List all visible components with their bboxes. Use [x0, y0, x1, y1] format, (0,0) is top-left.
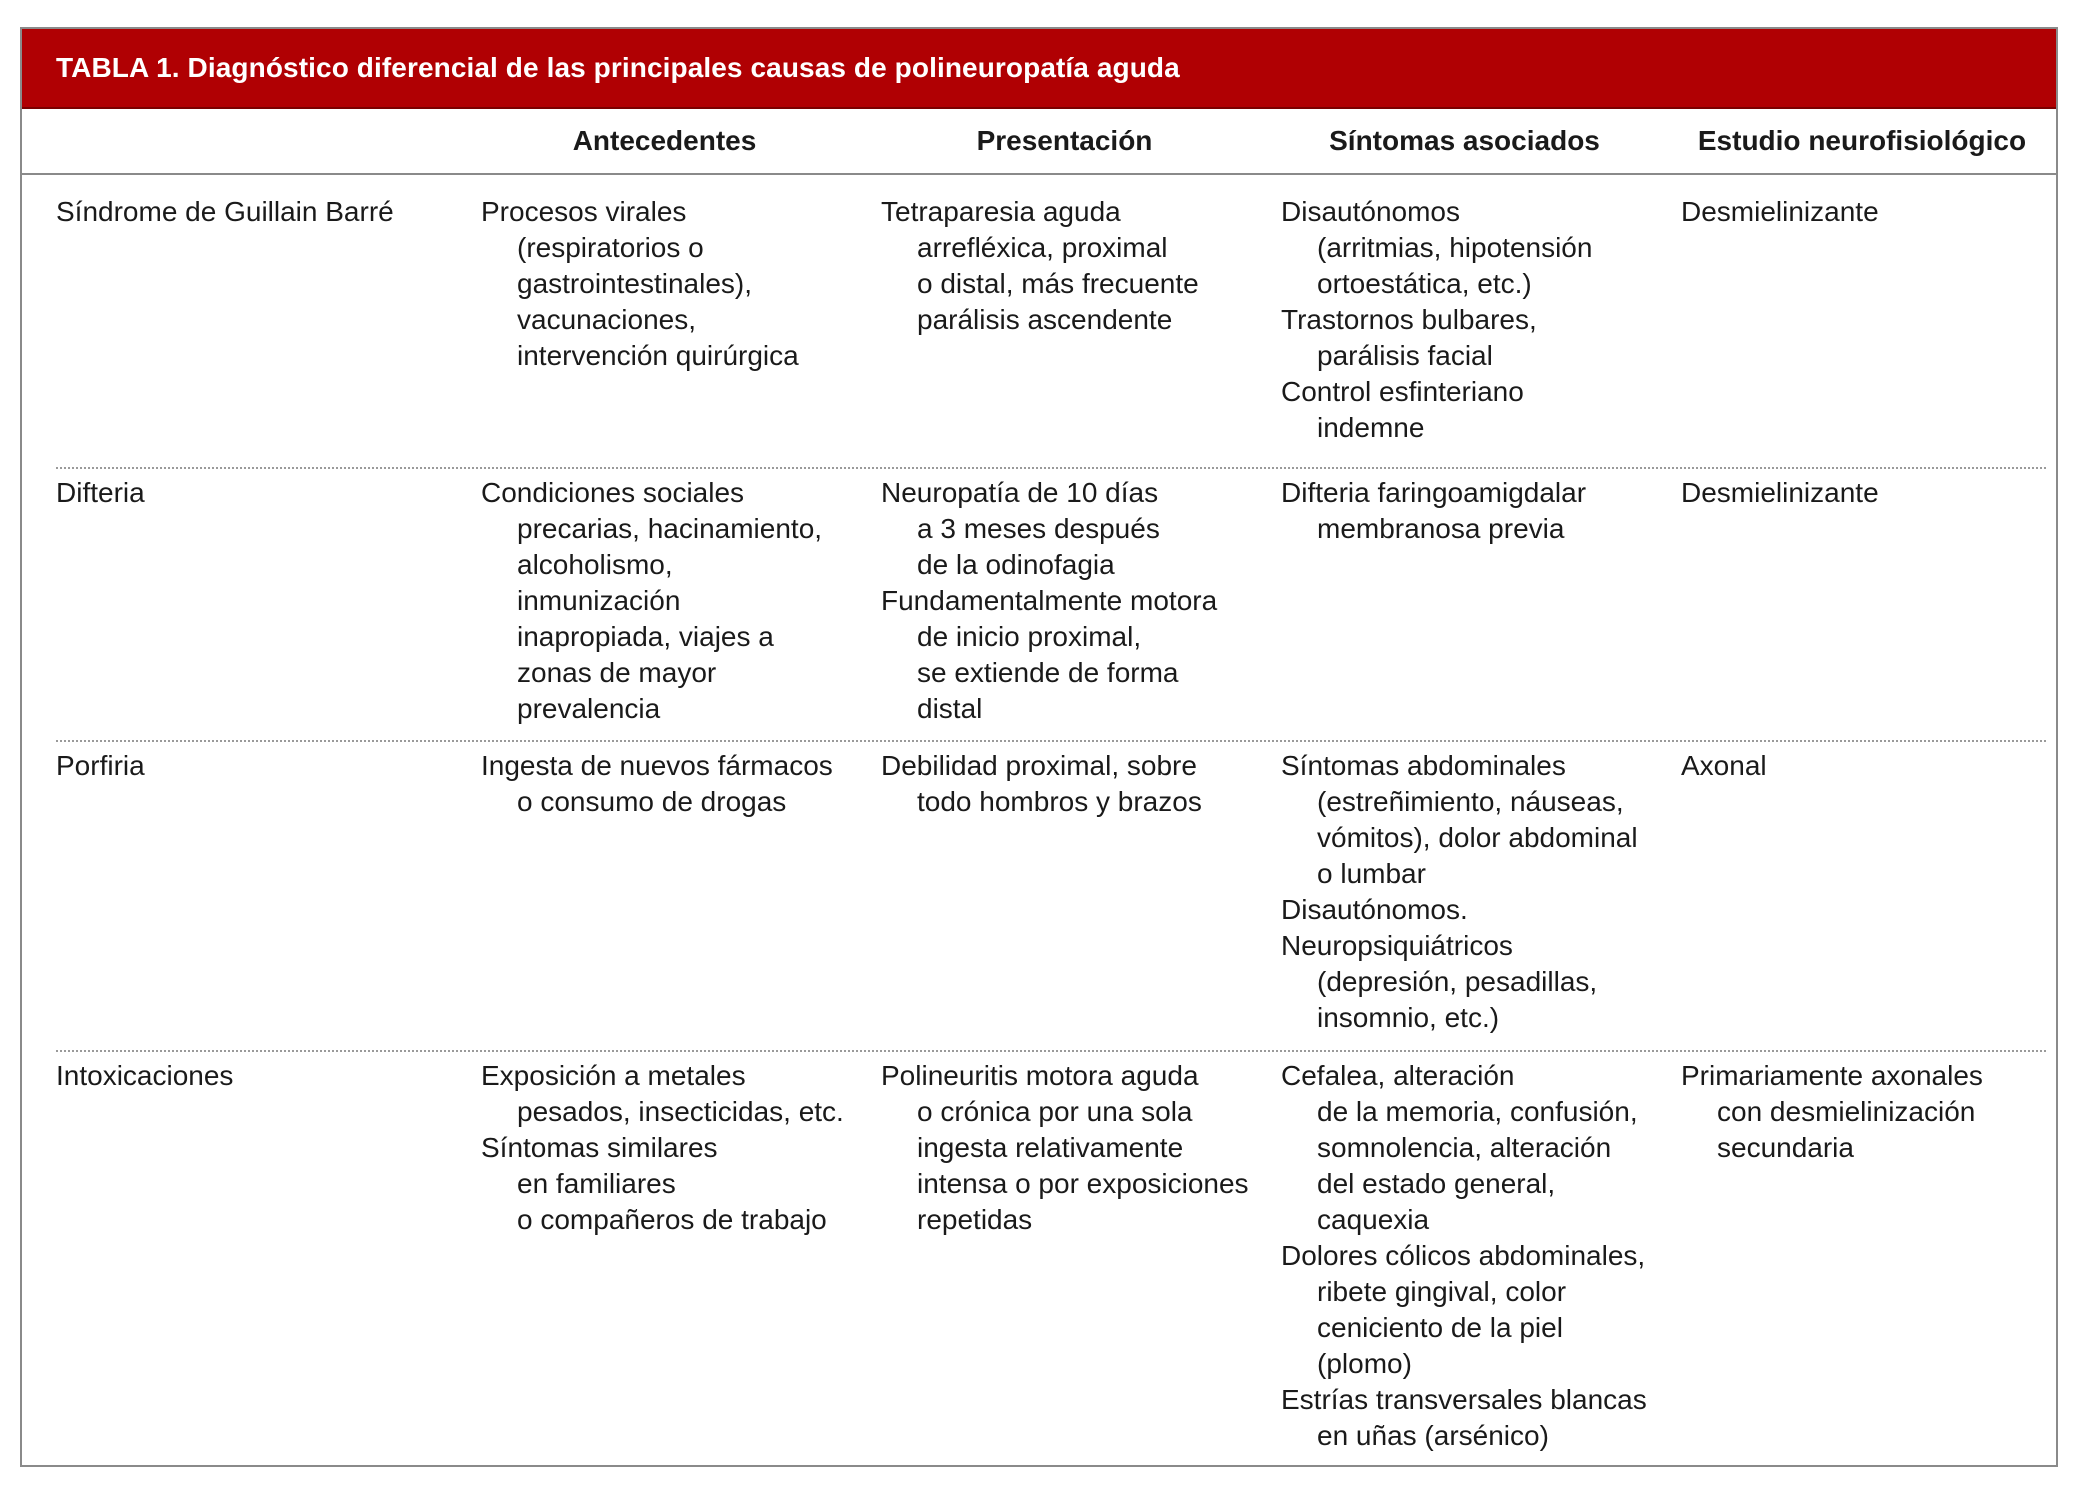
cell-line: o crónica por una sola — [917, 1096, 1193, 1127]
cell-line: precarias, hacinamiento, — [517, 513, 823, 544]
cell-line: prevalencia — [517, 693, 661, 724]
cell-line: somnolencia, alteración — [1317, 1132, 1612, 1163]
cell-line: Control esfinteriano — [1281, 376, 1524, 407]
cell-line: o compañeros de trabajo — [517, 1204, 827, 1235]
cell-antecedentes — [481, 475, 876, 727]
cell-line: con desmielinización — [1717, 1096, 1976, 1127]
cell-line: Procesos virales — [481, 196, 687, 227]
cell-line: Neuropsiquiátricos — [1281, 930, 1513, 961]
row-label-intoxicaciones: Intoxicaciones — [56, 1060, 234, 1091]
cell-line: Difteria faringoamigdalar — [1281, 477, 1587, 508]
cell-line: ortoestática, etc.) — [1317, 268, 1532, 299]
cell-line: Trastornos bulbares, — [1281, 304, 1537, 335]
table-row — [56, 740, 2046, 1052]
table-row — [56, 1050, 2046, 1450]
cell-line: ceniciento de la piel — [1317, 1312, 1563, 1343]
cell-line: Exposición a metales — [481, 1060, 746, 1091]
cell-line: se extiende de forma — [917, 657, 1179, 688]
cell-line: (estreñimiento, náuseas, — [1317, 786, 1624, 817]
cell-line: Desmielinizante — [1681, 196, 1879, 227]
column-header-estudio-neurofisiologico: Estudio neurofisiológico — [1697, 125, 2027, 156]
table-title-bar — [22, 29, 2056, 109]
cell-line: Fundamentalmente motora — [881, 585, 1218, 616]
cell-estudio-neurofisiologico — [1681, 1058, 2041, 1166]
cell-sintomas-asociados — [1281, 1058, 1676, 1454]
cell-line: membranosa previa — [1317, 513, 1565, 544]
table-frame — [20, 27, 2058, 1467]
cell-line: en familiares — [517, 1168, 676, 1199]
cell-line: Cefalea, alteración — [1281, 1060, 1515, 1091]
cell-line: Síntomas abdominales — [1281, 750, 1566, 781]
cell-line: del estado general, — [1317, 1168, 1556, 1199]
cell-presentacion — [881, 475, 1276, 727]
cell-line: ribete gingival, color — [1317, 1276, 1567, 1307]
cell-line: de inicio proximal, — [917, 621, 1142, 652]
table-row — [56, 194, 2046, 469]
cell-presentacion — [881, 194, 1276, 338]
cell-antecedentes — [481, 748, 876, 820]
cell-line: Dolores cólicos abdominales, — [1281, 1240, 1646, 1271]
cell-line: Desmielinizante — [1681, 477, 1879, 508]
cell-line: Polineuritis motora aguda — [881, 1060, 1199, 1091]
cell-line: Tetraparesia aguda — [881, 196, 1121, 227]
cell-line: a 3 meses después — [917, 513, 1160, 544]
row-label-porfiria: Porfiria — [56, 750, 145, 781]
cell-line: Disautónomos. — [1281, 894, 1468, 925]
cell-antecedentes — [481, 194, 876, 374]
table-row — [56, 467, 2046, 742]
cell-line: Debilidad proximal, sobre — [881, 750, 1197, 781]
cell-line: (depresión, pesadillas, — [1317, 966, 1598, 997]
cell-line: Estrías transversales blancas — [1281, 1384, 1647, 1415]
cell-line: (plomo) — [1317, 1348, 1412, 1379]
row-label-difteria: Difteria — [56, 477, 145, 508]
cell-line: Condiciones sociales — [481, 477, 745, 508]
cell-line: todo hombros y brazos — [917, 786, 1202, 817]
table-title: TABLA 1. Diagnóstico diferencial de las principales causas de polineuropatía aguda — [56, 52, 1180, 83]
cell-line: (respiratorios o — [517, 232, 704, 263]
cell-line: intervención quirúrgica — [517, 340, 799, 371]
cell-line: de la memoria, confusión, — [1317, 1096, 1638, 1127]
cell-line: indemne — [1317, 412, 1425, 443]
column-header-antecedentes: Antecedentes — [572, 125, 757, 156]
cell-line: Ingesta de nuevos fármacos — [481, 750, 833, 781]
table-header-row — [22, 109, 2056, 175]
cell-line: vacunaciones, — [517, 304, 697, 335]
cell-line: Síntomas similares — [481, 1132, 718, 1163]
cell-line: Disautónomos — [1281, 196, 1460, 227]
cell-line: alcoholismo, — [517, 549, 673, 580]
cell-line: de la odinofagia — [917, 549, 1115, 580]
column-header-sintomas-asociados: Síntomas asociados — [1329, 125, 1600, 156]
cell-antecedentes — [481, 1058, 876, 1238]
cell-line: repetidas — [917, 1204, 1033, 1235]
cell-line: zonas de mayor — [517, 657, 717, 688]
cell-line: (arritmias, hipotensión — [1317, 232, 1593, 263]
cell-line: gastrointestinales), — [517, 268, 753, 299]
cell-presentacion — [881, 748, 1276, 820]
cell-line: Axonal — [1681, 750, 1767, 781]
cell-sintomas-asociados — [1281, 475, 1676, 547]
row-label-guillain-barre: Síndrome de Guillain Barré — [56, 196, 394, 227]
cell-estudio-neurofisiologico — [1681, 748, 2041, 784]
cell-line: distal — [917, 693, 983, 724]
cell-line: parálisis ascendente — [917, 304, 1173, 335]
cell-line: Primariamente axonales — [1681, 1060, 1983, 1091]
cell-line: en uñas (arsénico) — [1317, 1420, 1549, 1451]
cell-line: Neuropatía de 10 días — [881, 477, 1159, 508]
cell-line: secundaria — [1717, 1132, 1854, 1163]
cell-line: inapropiada, viajes a — [517, 621, 774, 652]
column-header-presentacion: Presentación — [976, 125, 1153, 156]
cell-line: vómitos), dolor abdominal — [1317, 822, 1638, 853]
cell-line: intensa o por exposiciones — [917, 1168, 1249, 1199]
cell-line: insomnio, etc.) — [1317, 1002, 1500, 1033]
cell-estudio-neurofisiologico — [1681, 194, 2041, 230]
cell-line: o consumo de drogas — [517, 786, 787, 817]
cell-line: ingesta relativamente — [917, 1132, 1184, 1163]
cell-line: parálisis facial — [1317, 340, 1493, 371]
cell-estudio-neurofisiologico — [1681, 475, 2041, 511]
cell-presentacion — [881, 1058, 1276, 1238]
cell-line: o distal, más frecuente — [917, 268, 1199, 299]
cell-line: pesados, insecticidas, etc. — [517, 1096, 844, 1127]
cell-line: inmunización — [517, 585, 681, 616]
cell-sintomas-asociados — [1281, 194, 1676, 446]
cell-line: arrefléxica, proximal — [917, 232, 1168, 263]
cell-sintomas-asociados — [1281, 748, 1676, 1036]
cell-line: o lumbar — [1317, 858, 1426, 889]
cell-line: caquexia — [1317, 1204, 1430, 1235]
